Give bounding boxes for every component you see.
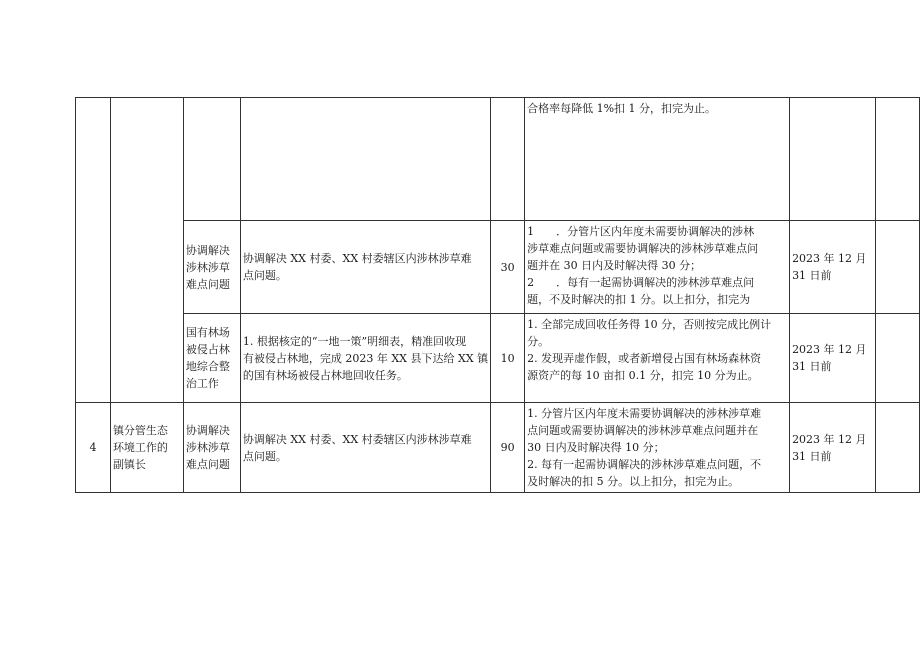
deadline-cell: [790, 403, 876, 493]
content-line: 的国有林场被侵占林地回收任务。: [242, 368, 408, 382]
deadline-line: 2023 年 12 月: [792, 432, 867, 446]
task-line: 地综合整: [185, 360, 230, 373]
index-cell: 4: [76, 403, 111, 493]
deadline-line: 31 日前: [792, 449, 832, 463]
table-row: [76, 98, 920, 221]
task-line: 国有林场: [185, 326, 230, 339]
task-line: 涉林涉草: [185, 260, 230, 274]
criteria-line: 1. 分管片区内年度未需要协调解决的涉林涉草难: [527, 407, 762, 420]
content-line: 点问题。: [242, 449, 287, 463]
task-cell: [183, 403, 240, 493]
content-line: 点问题。: [242, 269, 287, 282]
criteria-line: 2 ．每有一起需协调解决的涉林涉草难点问: [527, 276, 755, 289]
score-cell: [491, 98, 525, 221]
task-cell: [183, 98, 240, 221]
task-line: 难点问题: [185, 458, 230, 471]
content-cell: [240, 98, 490, 221]
criteria-cell: [525, 98, 790, 221]
deadline-cell: [790, 221, 876, 314]
criteria-cell: [525, 314, 790, 403]
assessment-table: [75, 97, 920, 493]
task-cell: [183, 221, 240, 314]
criteria-line: 1 ．分管片区内年度未需要协调解决的涉林: [527, 225, 755, 238]
criteria-cell: [525, 403, 790, 493]
criteria-line: 源资产的每 10 亩扣 0.1 分，扣完 10 分为止。: [527, 369, 759, 382]
content-cell: [240, 314, 490, 403]
role-line: 环境工作的: [112, 441, 168, 454]
table-row: [76, 221, 920, 314]
role-cell: [110, 98, 183, 403]
remark-cell: [876, 221, 920, 314]
role-line: 副镇长: [112, 458, 146, 471]
role-cell: [110, 403, 183, 493]
content-line: 协调解决 XX 村委、XX 村委辖区内涉林涉草难: [242, 252, 472, 265]
criteria-line: 涉草难点问题或需要协调解决的涉林涉草难点问: [527, 242, 759, 255]
index-cell: [76, 98, 111, 403]
task-line: 治工作: [185, 377, 219, 390]
score-cell: 90: [491, 403, 525, 493]
criteria-line: 题并在 30 日内及时解决得 30 分；: [527, 259, 702, 272]
role-line: 镇分管生态: [112, 424, 168, 437]
task-line: 协调解决: [185, 424, 230, 437]
criteria-line: 2. 发现弄虚作假，或者新增侵占国有林场森林资: [527, 352, 762, 365]
criteria-line: 30 日内及时解决得 10 分；: [527, 441, 665, 454]
criteria-line: 题，不及时解决的扣 1 分。以上扣分，扣完为: [527, 293, 751, 306]
table-row: [76, 403, 920, 493]
content-line: 协调解决 XX 村委、XX 村委辖区内涉林涉草难: [242, 432, 472, 446]
criteria-line: 2. 每有一起需协调解决的涉林涉草难点问题，不: [527, 458, 762, 471]
content-cell: [240, 403, 490, 493]
deadline-line: 31 日前: [792, 360, 832, 373]
deadline-line: 2023 年 12 月: [792, 252, 867, 265]
deadline-line: 2023 年 12 月: [792, 343, 867, 356]
content-line: 1. 根据核定的“一地一策”明细表，精准回收现: [242, 334, 467, 348]
deadline-line: 31 日前: [792, 269, 832, 282]
criteria-cell: [525, 221, 790, 314]
criteria-line: 合格率每降低 1%扣 1 分，扣完为止。: [527, 102, 717, 115]
task-line: 协调解决: [185, 243, 230, 257]
score-cell: 30: [491, 221, 525, 314]
deadline-cell: [790, 314, 876, 403]
table-row: [76, 314, 920, 403]
remark-cell: [876, 98, 920, 221]
criteria-line: 及时解决的扣 5 分。以上扣分，扣完为止。: [527, 475, 740, 488]
task-cell: [183, 314, 240, 403]
task-line: 难点问题: [185, 277, 230, 291]
criteria-line: 1. 全部完成回收任务得 10 分，否则按完成比例计: [527, 318, 772, 331]
remark-cell: [876, 314, 920, 403]
task-line: 涉林涉草: [185, 441, 230, 454]
deadline-cell: [790, 98, 876, 221]
content-cell: [240, 221, 490, 314]
remark-cell: [876, 403, 920, 493]
criteria-line: 分。: [527, 335, 550, 348]
content-line: 有被侵占林地，完成 2023 年 XX 县下达给 XX 镇: [242, 351, 489, 365]
criteria-line: 点问题或需要协调解决的涉林涉草难点问题并在: [527, 424, 759, 437]
score-cell: 10: [491, 314, 525, 403]
task-line: 被侵占林: [185, 343, 230, 356]
